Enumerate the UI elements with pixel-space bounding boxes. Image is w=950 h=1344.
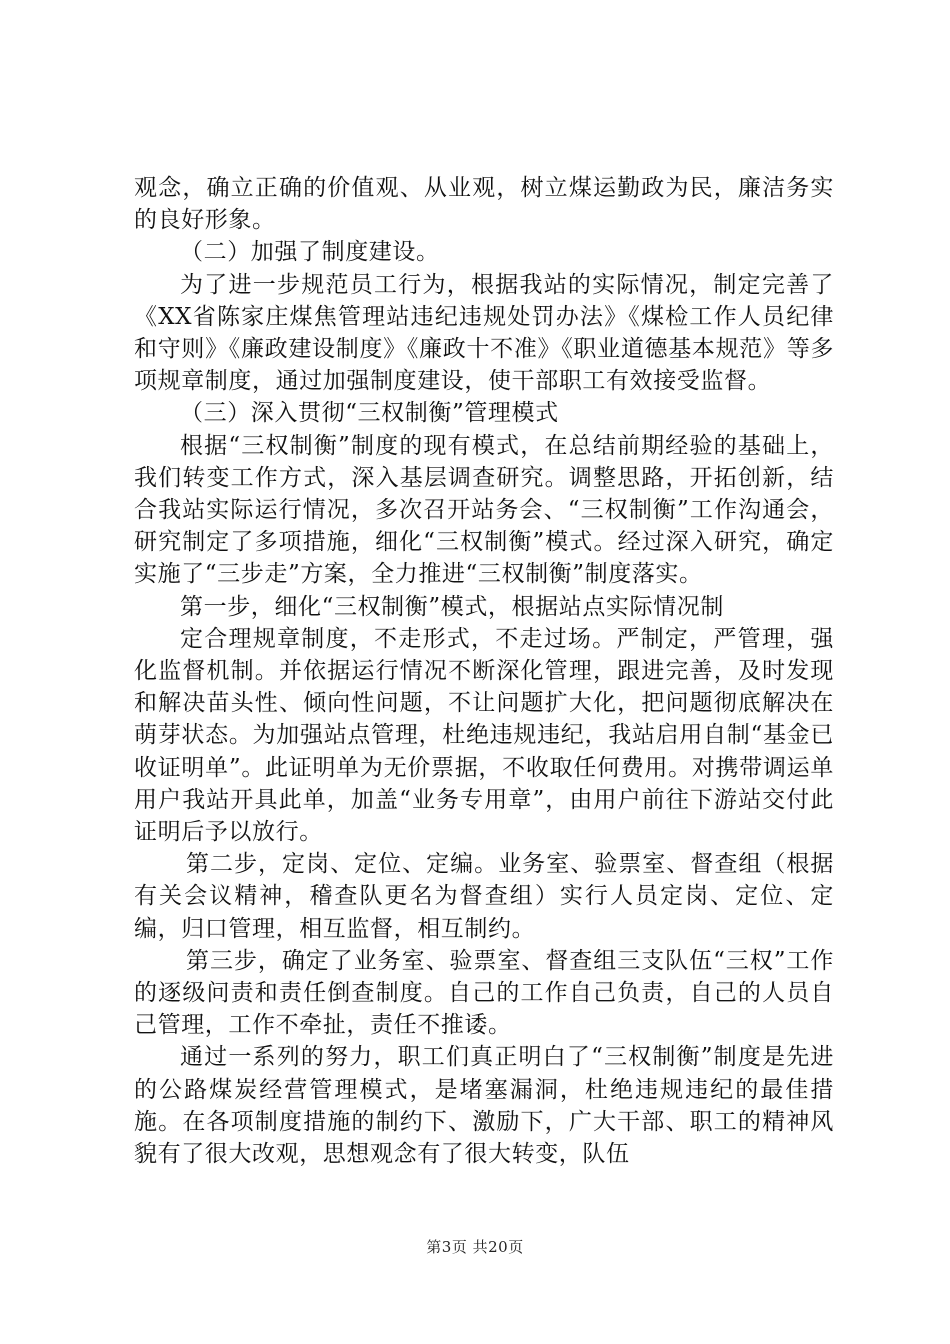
paragraph-continuation: 观念，确立正确的价值观、从业观，树立煤运勤政为民，廉洁务实的良好形象。 — [134, 175, 834, 234]
document-body — [134, 172, 834, 1170]
paragraph-conclusion: 通过一系列的努力，职工们真正明白了“三权制衡”制度是先进的公路煤炭经营管理模式，是堵塞漏洞，杜绝违规违纪的最佳措施。在各项制度措施的制约下、激励下，广大干部、职工的精神风貌有了很大改观，思想观念有了很大转变，队伍 — [134, 1044, 834, 1168]
paragraph-system-building: 为了进一步规范员工行为，根据我站的实际情况，制定完善了《XX省陈家庄煤焦管理站违纪违规处罚办法》《煤检工作人员纪律和守则》《廉政建设制度》《廉政十不准》《职业道德基本规范》等多项规章制度，通过加强制度建设，使干部职工有效接受监督。 — [134, 271, 834, 395]
paragraph-step-three: 第三步，确定了业务室、验票室、督查组三支队伍“三权”工作的逐级问责和责任倒查制度。自己的工作自己负责，自己的人员自己管理，工作不牵扯，责任不推诿。 — [134, 947, 834, 1039]
paragraph-step-two: 第二步，定岗、定位、定编。业务室、验票室、督查组（根据有关会议精神，稽查队更名为督查组）实行人员定岗、定位、定编，归口管理，相互监督，相互制约。 — [134, 851, 834, 942]
paragraph-three-powers: 根据“三权制衡”制度的现有模式，在总结前期经验的基础上，我们转变工作方式，深入基层调查研究。调整思路，开拓创新，结合我站实际运行情况，多次召开站务会、“三权制衡”工作沟通会，研究制定了多项措施，细化“三权制衡”模式。经过深入研究，确定实施了“三步走”方案，全力推进“三权制衡”制度落实。 — [134, 432, 834, 588]
paragraph-step-one-heading: 第一步，细化“三权制衡”模式，根据站点实际情况制 — [180, 593, 724, 620]
paragraph-step-one-body: 定合理规章制度，不走形式，不走过场。严制定，严管理，强化监督机制。并依据运行情况不断深化管理，跟进完善，及时发现和解决苗头性、倾向性问题，不让问题扩大化，把问题彻底解决在萌芽状态。为加强站点管理，杜绝违规违纪，我站启用自制“基金已收证明单”。此证明单为无价票据，不收取任何费用。对携带调运单用户我站开具此单，加盖“业务专用章”，由用户前往下游站交付此证明后予以放行。 — [134, 625, 834, 846]
section-heading-3: （三）深入贯彻“三权制衡”管理模式 — [180, 400, 559, 427]
page-footer: 第3页 共20页 — [426, 1238, 524, 1256]
section-heading-2: （二）加强了制度建设。 — [180, 239, 440, 266]
